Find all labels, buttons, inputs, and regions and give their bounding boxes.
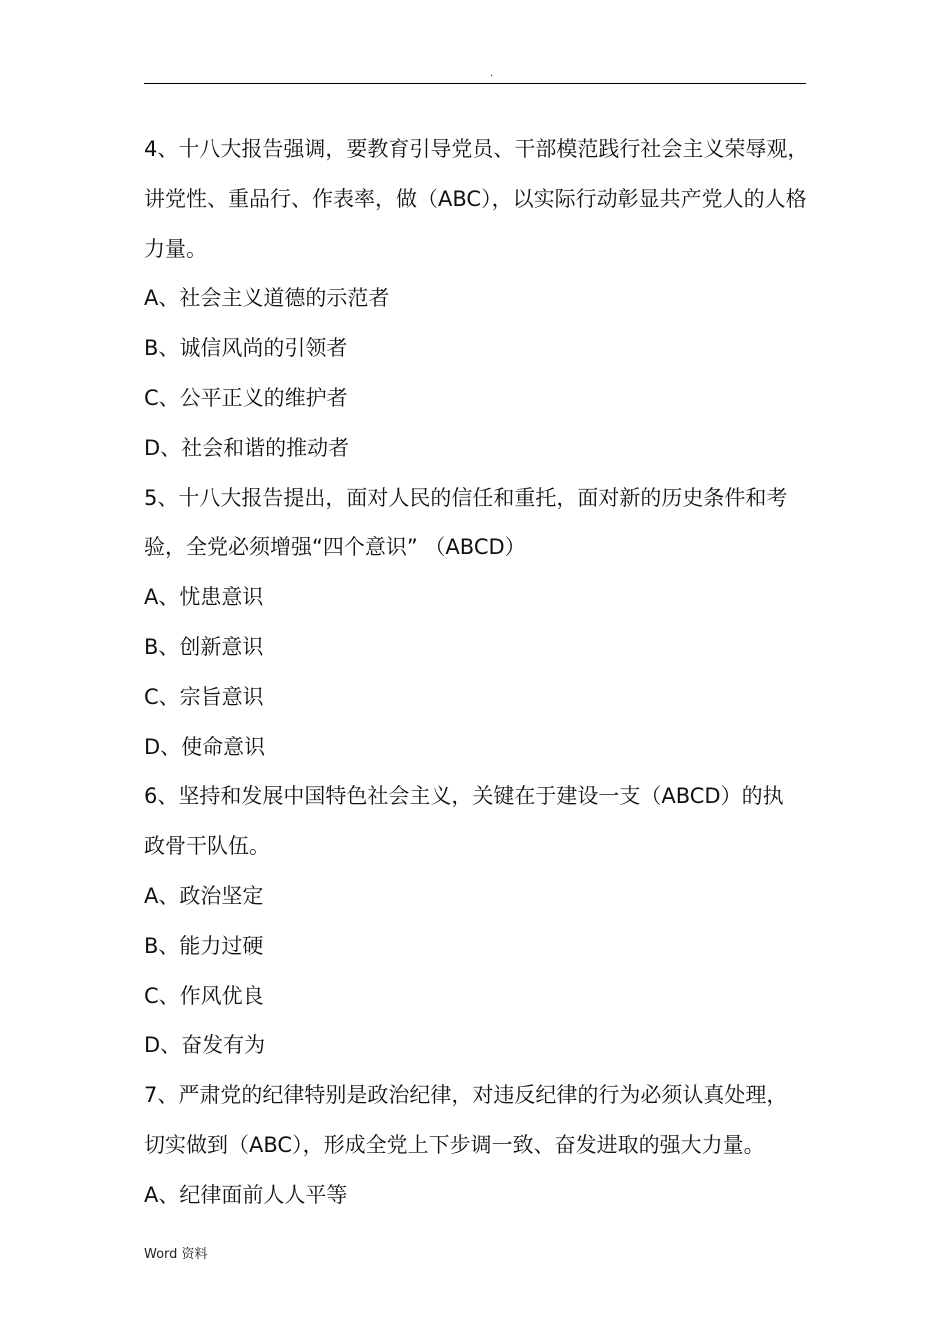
q4-stem-line-2: 讲党性、重品行、作表率，做（ABC），以实际行动彰显共产党人的人格 [144, 186, 807, 211]
q5-stem-line-1: 5、十八大报告提出，面对人民的信任和重托，面对新的历史条件和考 [144, 485, 788, 510]
q7-stem-line-2: 切实做到（ABC），形成全党上下步调一致、奋发进取的强大力量。 [144, 1132, 765, 1157]
q6-option-b: B、能力过硬 [144, 933, 264, 958]
q4-stem-line-1: 4、十八大报告强调，要教育引导党员、干部模范践行社会主义荣辱观， [144, 137, 809, 161]
q6-option-d: D、奋发有为 [144, 1033, 266, 1058]
q4-option-c: C、公平正义的维护者 [144, 385, 348, 410]
footer-label: Word 资料 [144, 1247, 208, 1262]
q4-option-a: A、社会主义道德的示范者 [144, 286, 390, 311]
header-rule [144, 83, 806, 84]
q7-option-a: A、纪律面前人人平等 [144, 1182, 348, 1207]
q6-option-a: A、政治坚定 [144, 883, 264, 908]
q6-stem-line-1: 6、坚持和发展中国特色社会主义，关键在于建设一支（ABCD）的执 [144, 784, 784, 809]
q5-stem-line-2: 验，全党必须增强“四个意识” （ABCD） [144, 535, 526, 560]
q5-option-d: D、使命意识 [144, 734, 266, 759]
q5-option-b: B、创新意识 [144, 634, 264, 659]
q7-stem-line-1: 7、严肃党的纪律特别是政治纪律，对违反纪律的行为必须认真处理， [144, 1083, 788, 1108]
q5-option-a: A、忧患意识 [144, 585, 264, 610]
q4-option-b: B、诚信风尚的引领者 [144, 336, 348, 361]
document-body [144, 125, 809, 1221]
q6-stem-line-2: 政骨干队伍。 [144, 834, 270, 859]
q4-stem-line-3: 力量。 [144, 236, 207, 261]
q4-option-d: D、社会和谐的推动者 [144, 435, 350, 460]
q5-option-c: C、宗旨意识 [144, 684, 264, 709]
q6-option-c: C、作风优良 [144, 983, 264, 1008]
header-mark: . [490, 68, 494, 79]
